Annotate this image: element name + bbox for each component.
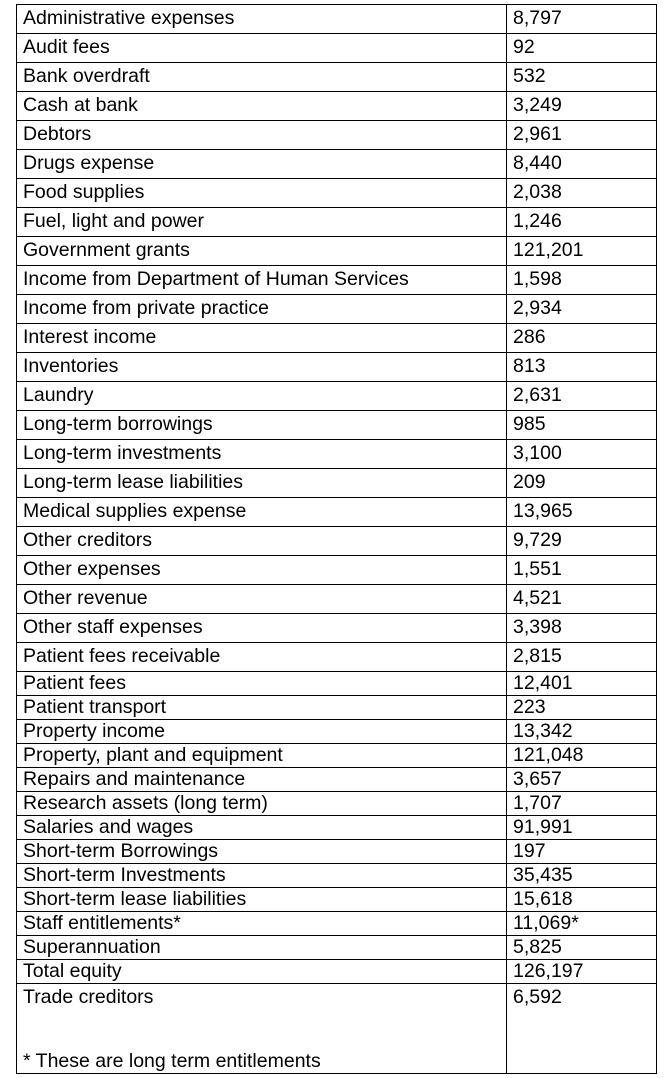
row-value: 223	[507, 696, 657, 720]
table-row-trade-creditors	[17, 984, 657, 1074]
row-value: 92	[507, 34, 657, 63]
row-label: Cash at bank	[17, 92, 507, 121]
row-label: Long-term lease liabilities	[17, 469, 507, 498]
accounts-table-body	[17, 5, 657, 1074]
row-value: 91,991	[507, 816, 657, 840]
table-row	[17, 888, 657, 912]
row-value: 1,551	[507, 556, 657, 585]
row-value: 2,961	[507, 121, 657, 150]
table-row	[17, 324, 657, 353]
row-label: Trade creditors	[23, 986, 154, 1008]
row-label: Short-term Investments	[17, 864, 507, 888]
row-label: Bank overdraft	[17, 63, 507, 92]
table-row	[17, 5, 657, 34]
row-label: Fuel, light and power	[17, 208, 507, 237]
table-row	[17, 208, 657, 237]
row-label: Medical supplies expense	[17, 498, 507, 527]
table-row	[17, 556, 657, 585]
table-row	[17, 840, 657, 864]
table-row	[17, 469, 657, 498]
row-value: 1,598	[507, 266, 657, 295]
table-row	[17, 411, 657, 440]
row-label: Laundry	[17, 382, 507, 411]
table-row	[17, 816, 657, 840]
table-row	[17, 744, 657, 768]
row-label: Property income	[17, 720, 507, 744]
row-label: Audit fees	[17, 34, 507, 63]
row-value: 2,934	[507, 295, 657, 324]
row-label: Short-term lease liabilities	[17, 888, 507, 912]
row-value: 121,201	[507, 237, 657, 266]
row-label: Property, plant and equipment	[17, 744, 507, 768]
table-row	[17, 864, 657, 888]
row-value: 1,246	[507, 208, 657, 237]
table-row	[17, 768, 657, 792]
table-row	[17, 121, 657, 150]
row-label: Long-term investments	[17, 440, 507, 469]
row-label: Government grants	[17, 237, 507, 266]
table-row	[17, 353, 657, 382]
row-value: 121,048	[507, 744, 657, 768]
row-value: 9,729	[507, 527, 657, 556]
table-row	[17, 34, 657, 63]
row-label: Other staff expenses	[17, 614, 507, 643]
row-label: Patient fees receivable	[17, 643, 507, 672]
trade-creditors-cell	[17, 984, 507, 1074]
table-row	[17, 792, 657, 816]
row-value: 3,398	[507, 614, 657, 643]
table-row	[17, 150, 657, 179]
row-label: Inventories	[17, 353, 507, 382]
row-value: 11,069*	[507, 912, 657, 936]
row-value: 12,401	[507, 672, 657, 696]
row-value: 197	[507, 840, 657, 864]
row-value: 209	[507, 469, 657, 498]
row-value: 1,707	[507, 792, 657, 816]
row-label: Other revenue	[17, 585, 507, 614]
row-value: 5,825	[507, 936, 657, 960]
row-value: 4,521	[507, 585, 657, 614]
row-label: Income from private practice	[17, 295, 507, 324]
table-row	[17, 614, 657, 643]
table-row	[17, 643, 657, 672]
table-row	[17, 672, 657, 696]
table-row	[17, 720, 657, 744]
row-label: Drugs expense	[17, 150, 507, 179]
row-value: 126,197	[507, 960, 657, 984]
row-value: 286	[507, 324, 657, 353]
row-label: Food supplies	[17, 179, 507, 208]
table-row	[17, 912, 657, 936]
table-row	[17, 266, 657, 295]
row-label: Long-term borrowings	[17, 411, 507, 440]
row-value: 3,100	[507, 440, 657, 469]
row-value: 813	[507, 353, 657, 382]
row-value: 8,797	[507, 5, 657, 34]
row-label: Salaries and wages	[17, 816, 507, 840]
row-value: 8,440	[507, 150, 657, 179]
table-row	[17, 179, 657, 208]
accounts-table	[16, 4, 657, 1074]
row-value: 6,592	[507, 984, 657, 1074]
table-row	[17, 960, 657, 984]
row-label: Research assets (long term)	[17, 792, 507, 816]
row-label: Debtors	[17, 121, 507, 150]
table-row	[17, 498, 657, 527]
row-label: Administrative expenses	[17, 5, 507, 34]
row-value: 15,618	[507, 888, 657, 912]
row-value: 2,815	[507, 643, 657, 672]
row-value: 3,249	[507, 92, 657, 121]
row-label: Interest income	[17, 324, 507, 353]
table-row	[17, 936, 657, 960]
row-value: 13,965	[507, 498, 657, 527]
row-label: Patient fees	[17, 672, 507, 696]
row-label: Repairs and maintenance	[17, 768, 507, 792]
row-value: 2,038	[507, 179, 657, 208]
row-label: Income from Department of Human Services	[17, 266, 507, 295]
table-row	[17, 585, 657, 614]
row-label: Short-term Borrowings	[17, 840, 507, 864]
table-row	[17, 237, 657, 266]
table-row	[17, 382, 657, 411]
row-value: 3,657	[507, 768, 657, 792]
table-row	[17, 696, 657, 720]
table-row	[17, 92, 657, 121]
row-label: Total equity	[17, 960, 507, 984]
table-row	[17, 440, 657, 469]
row-value: 2,631	[507, 382, 657, 411]
row-value: 532	[507, 63, 657, 92]
table-row	[17, 63, 657, 92]
table-row	[17, 295, 657, 324]
row-label: Superannuation	[17, 936, 507, 960]
row-label: Other creditors	[17, 527, 507, 556]
row-label: Staff entitlements*	[17, 912, 507, 936]
row-label: Other expenses	[17, 556, 507, 585]
table-row	[17, 527, 657, 556]
footnote: * These are long term entitlements	[23, 1049, 321, 1072]
row-value: 13,342	[507, 720, 657, 744]
row-value: 35,435	[507, 864, 657, 888]
row-value: 985	[507, 411, 657, 440]
row-label: Patient transport	[17, 696, 507, 720]
